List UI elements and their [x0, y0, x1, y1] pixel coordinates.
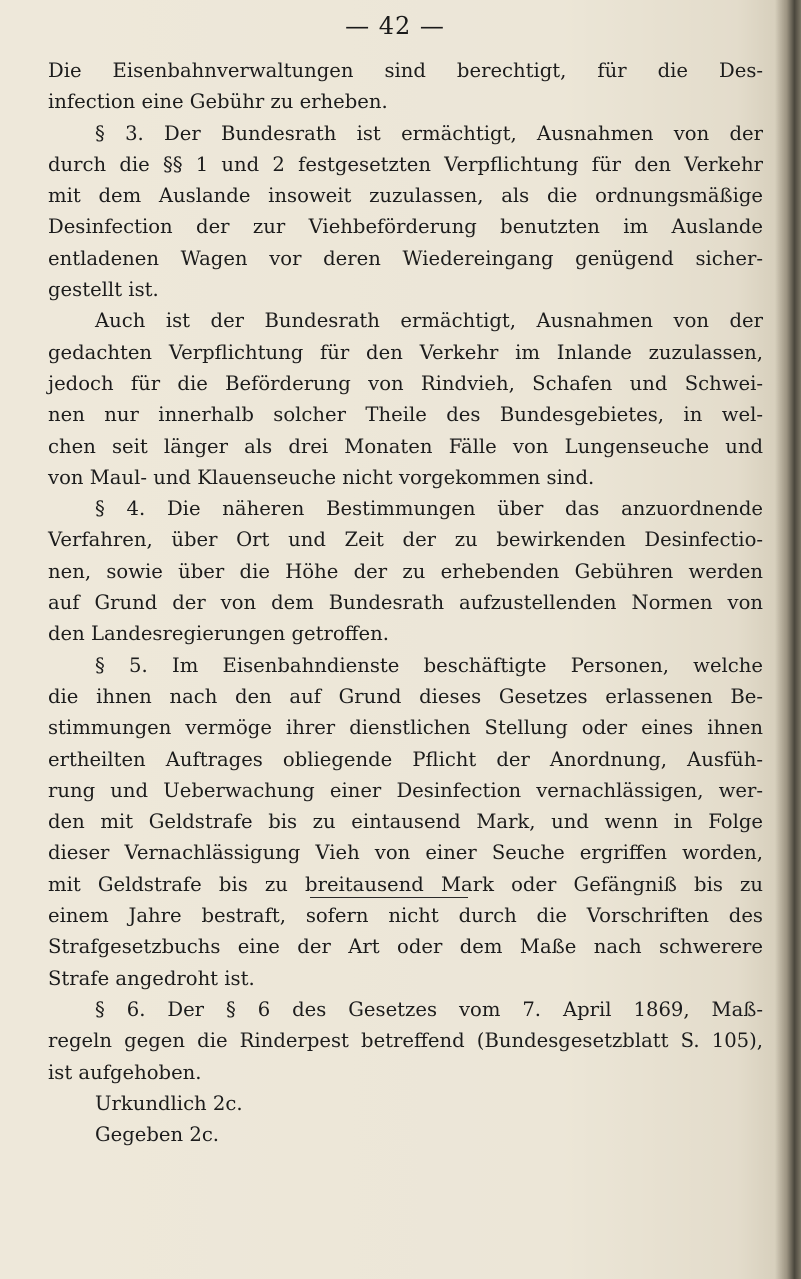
text-line: ist aufgehoben. [48, 1060, 202, 1084]
text-line: stimmungen vermöge ihrer dienstlichen Stellung oder eines ihnen [48, 716, 763, 740]
text-line: mit dem Auslande insoweit zuzulassen, als die ordnungsmäßige [48, 184, 763, 208]
text-line: mit Geldstrafe bis zu breitausend Mark oder Gefängniß bis zu [48, 872, 763, 896]
text-line: die ihnen nach den auf Grund dieses Gesetzes erlassenen Be- [48, 684, 763, 708]
text-line: ertheilten Auftrages obliegende Pflicht der Anordnung, Ausfüh- [48, 747, 763, 771]
text-line: Auch ist der Bundesrath ermächtigt, Ausnahmen von der [95, 309, 763, 333]
text-line: Strafgesetzbuchs eine der Art oder dem Maße nach schwerere [48, 935, 763, 959]
text-line: § 6. Der § 6 des Gesetzes vom 7. April 1869, Maß- [95, 997, 763, 1021]
text-line: infection eine Gebühr zu erheben. [48, 90, 388, 114]
text-line: nen, sowie über die Höhe der zu erhebenden Gebühren werden [48, 559, 763, 583]
text-line: Gegeben 2c. [95, 1123, 220, 1147]
text-line: Strafe angedroht ist. [48, 966, 255, 990]
text-line: § 4. Die näheren Bestimmungen über das anzuordnende [95, 497, 763, 521]
page-number: — 42 — [345, 12, 445, 40]
text-line: entladenen Wagen vor deren Wiedereingang genügend sicher- [48, 246, 763, 270]
text-line: auf Grund der von dem Bundesrath aufzustellenden Normen von [48, 591, 763, 615]
body-text [48, 55, 763, 1150]
closing-rule [310, 897, 468, 898]
text-line: gedachten Verpflichtung für den Verkehr im Inlande zuzulassen, [48, 340, 763, 364]
text-line: Verfahren, über Ort und Zeit der zu bewirkenden Desinfectio- [48, 528, 763, 552]
text-line: von Maul- und Klauenseuche nicht vorgekommen sind. [48, 465, 595, 489]
text-line: regeln gegen die Rinderpest betreffend (Bundesgesetzblatt S. 105), [48, 1029, 763, 1053]
text-line: § 5. Im Eisenbahndienste beschäftigte Personen, welche [95, 653, 763, 677]
text-line: rung und Ueberwachung einer Desinfection vernachlässigen, wer- [48, 778, 763, 802]
text-line: Die Eisenbahnverwaltungen sind berechtigt, für die Des- [48, 59, 763, 82]
text-line: nen nur innerhalb solcher Theile des Bundesgebietes, in wel- [48, 403, 763, 427]
text-line: § 3. Der Bundesrath ist ermächtigt, Ausnahmen von der [95, 121, 763, 145]
page-edge-shadow [775, 0, 801, 1279]
text-line: jedoch für die Beförderung von Rindvieh, Schafen und Schwei- [48, 371, 763, 395]
text-line: den Landesregierungen getroffen. [48, 622, 389, 646]
text-line: Desinfection der zur Viehbeförderung benutzten im Auslande [48, 215, 763, 239]
text-line: den mit Geldstrafe bis zu eintausend Mark, und wenn in Folge [48, 810, 763, 834]
text-line: Urkundlich 2c. [95, 1091, 243, 1115]
text-line: durch die §§ 1 und 2 festgesetzten Verpflichtung für den Verkehr [48, 152, 763, 176]
text-line: dieser Vernachlässigung Vieh von einer Seuche ergriffen worden, [48, 841, 763, 865]
text-line: gestellt ist. [48, 278, 159, 302]
text-line: einem Jahre bestraft, sofern nicht durch die Vorschriften des [48, 904, 763, 928]
text-line: chen seit länger als drei Monaten Fälle von Lungenseuche und [48, 434, 763, 458]
